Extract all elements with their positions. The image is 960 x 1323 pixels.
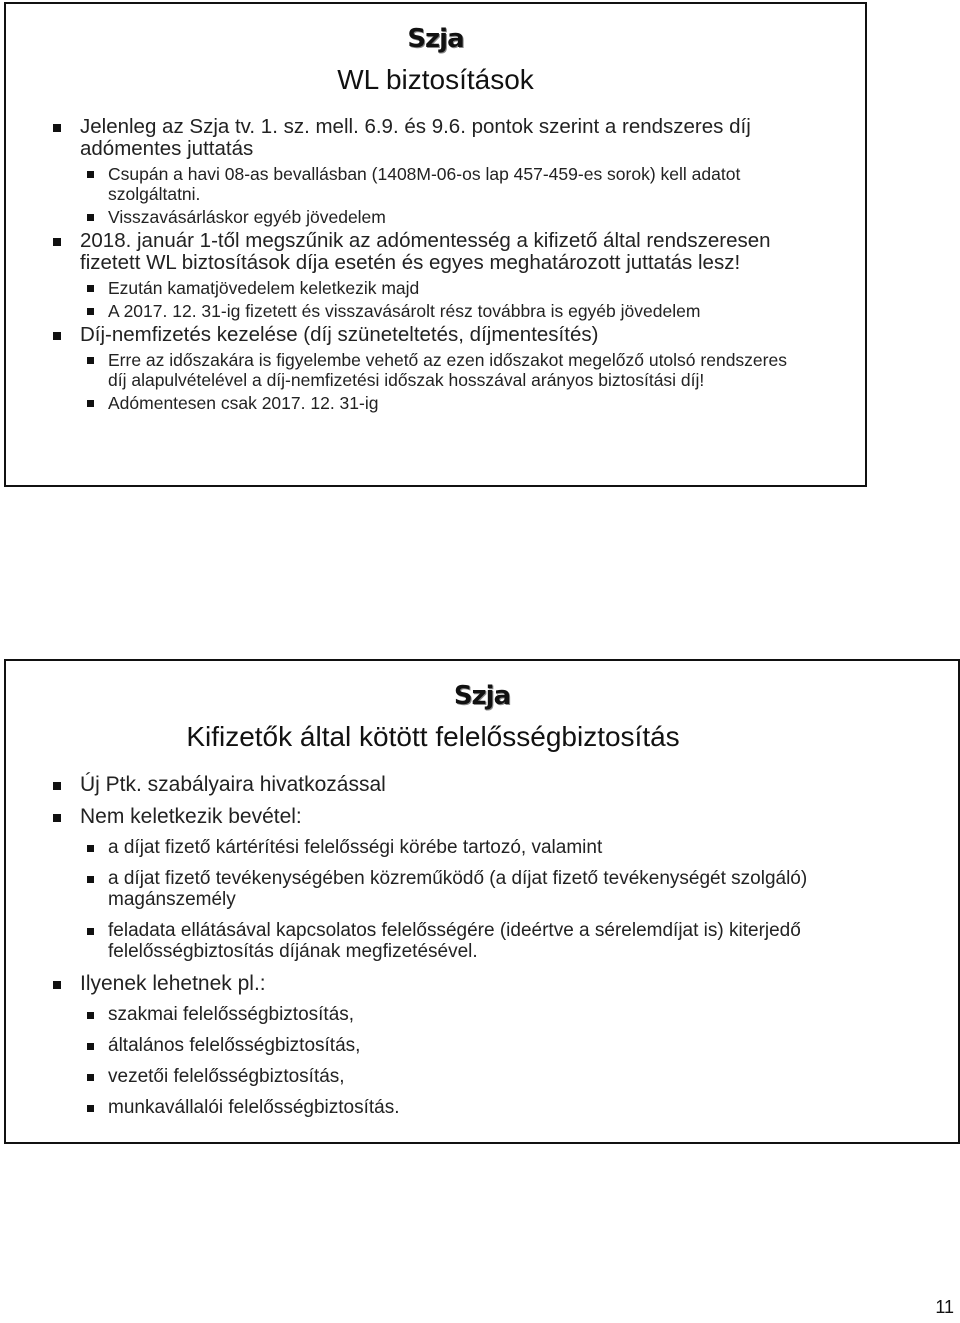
square-bullet-icon <box>87 171 94 178</box>
square-bullet-icon <box>87 1074 94 1081</box>
square-bullet-icon <box>87 845 94 852</box>
list-item <box>6 207 865 227</box>
square-bullet-icon <box>87 400 94 407</box>
list-item-text: vezetői felelősségbiztosítás, <box>108 1066 345 1087</box>
list-item-text: Ezután kamatjövedelem keletkezik majd <box>108 278 420 298</box>
square-bullet-icon <box>53 814 61 822</box>
slide-heading: Szja <box>407 24 464 54</box>
square-bullet-icon <box>53 782 61 790</box>
list-item-text: Csupán a havi 08-as bevallásban (1408M-06-os lap 457-459-es sorok) kell adatot szolgáltatni. <box>108 164 741 204</box>
slide-wl-biztositasok <box>4 2 867 487</box>
bullet-list <box>6 116 865 416</box>
square-bullet-icon <box>87 285 94 292</box>
slide-subtitle: Kifizetők által kötött felelősségbiztosítás <box>186 721 680 752</box>
list-item-text: feladata ellátásával kapcsolatos felelősségére (ideértve a sérelemdíjat is) kiterjedő felelősségbiztosítás díjának megfizetésével. <box>108 920 801 962</box>
square-bullet-icon <box>87 357 94 364</box>
list-item-text: Új Ptk. szabályaira hivatkozással <box>80 773 386 796</box>
list-item <box>6 1035 958 1056</box>
square-bullet-icon <box>53 238 61 246</box>
list-item <box>6 920 958 962</box>
list-item <box>6 1066 958 1087</box>
list-item-text: Nem keletkezik bevétel: <box>80 805 302 828</box>
square-bullet-icon <box>87 308 94 315</box>
list-item <box>6 805 958 829</box>
list-item <box>6 1097 958 1118</box>
square-bullet-icon <box>87 214 94 221</box>
slide-felelossegbiztositas <box>4 659 960 1144</box>
square-bullet-icon <box>53 332 61 340</box>
list-item <box>6 230 865 274</box>
page-number: 11 <box>935 1297 954 1317</box>
list-item <box>6 164 865 204</box>
list-item-text: a díjat fizető kártérítési felelősségi körébe tartozó, valamint <box>108 837 603 858</box>
bullet-list <box>6 773 958 1128</box>
square-bullet-icon <box>53 981 61 989</box>
list-item <box>6 972 958 996</box>
list-item-text: a díjat fizető tevékenységében közreműködő (a díjat fizető tevékenységét szolgáló) magánszemély <box>108 868 808 910</box>
list-item-text: Erre az időszakára is figyelembe vehető az ezen időszakot megelőző utolsó rendszeres díj alapulvételével a díj-nemfizetési időszak hosszával arányos biztosítási díj! <box>108 350 787 390</box>
list-item <box>6 324 865 346</box>
square-bullet-icon <box>87 1105 94 1112</box>
list-item <box>6 116 865 160</box>
list-item-text: munkavállalói felelősségbiztosítás. <box>108 1097 400 1118</box>
list-item-text: szakmai felelősségbiztosítás, <box>108 1004 355 1025</box>
list-item-text: általános felelősségbiztosítás, <box>108 1035 361 1056</box>
list-item-text: Díj-nemfizetés kezelése (díj szüneteltetés, díjmentesítés) <box>80 323 599 346</box>
square-bullet-icon <box>87 1043 94 1050</box>
slide-subtitle: WL biztosítások <box>337 64 534 95</box>
square-bullet-icon <box>53 124 61 132</box>
list-item-text: Ilyenek lehetnek pl.: <box>80 972 266 995</box>
list-item <box>6 278 865 298</box>
list-item <box>6 837 958 858</box>
list-item <box>6 350 865 390</box>
list-item-text: A 2017. 12. 31-ig fizetett és visszavásárolt rész továbbra is egyéb jövedelem <box>108 301 701 321</box>
list-item-text: Adómentesen csak 2017. 12. 31-ig <box>108 393 379 413</box>
list-item-text: Visszavásárláskor egyéb jövedelem <box>108 207 386 227</box>
list-item <box>6 773 958 797</box>
square-bullet-icon <box>87 1012 94 1019</box>
list-item <box>6 301 865 321</box>
square-bullet-icon <box>87 928 94 935</box>
list-item-text: 2018. január 1-től megszűnik az adómentesség a kifizető által rendszeresen fizetett WL biztosítások díja esetén és egyes meghatározott juttatás lesz! <box>80 229 771 274</box>
slide-heading: Szja <box>453 681 511 711</box>
list-item <box>6 868 958 910</box>
list-item <box>6 1004 958 1025</box>
list-item <box>6 393 865 413</box>
list-item-text: Jelenleg az Szja tv. 1. sz. mell. 6.9. és 9.6. pontok szerint a rendszeres díj adómentes juttatás <box>80 115 751 160</box>
square-bullet-icon <box>87 876 94 883</box>
